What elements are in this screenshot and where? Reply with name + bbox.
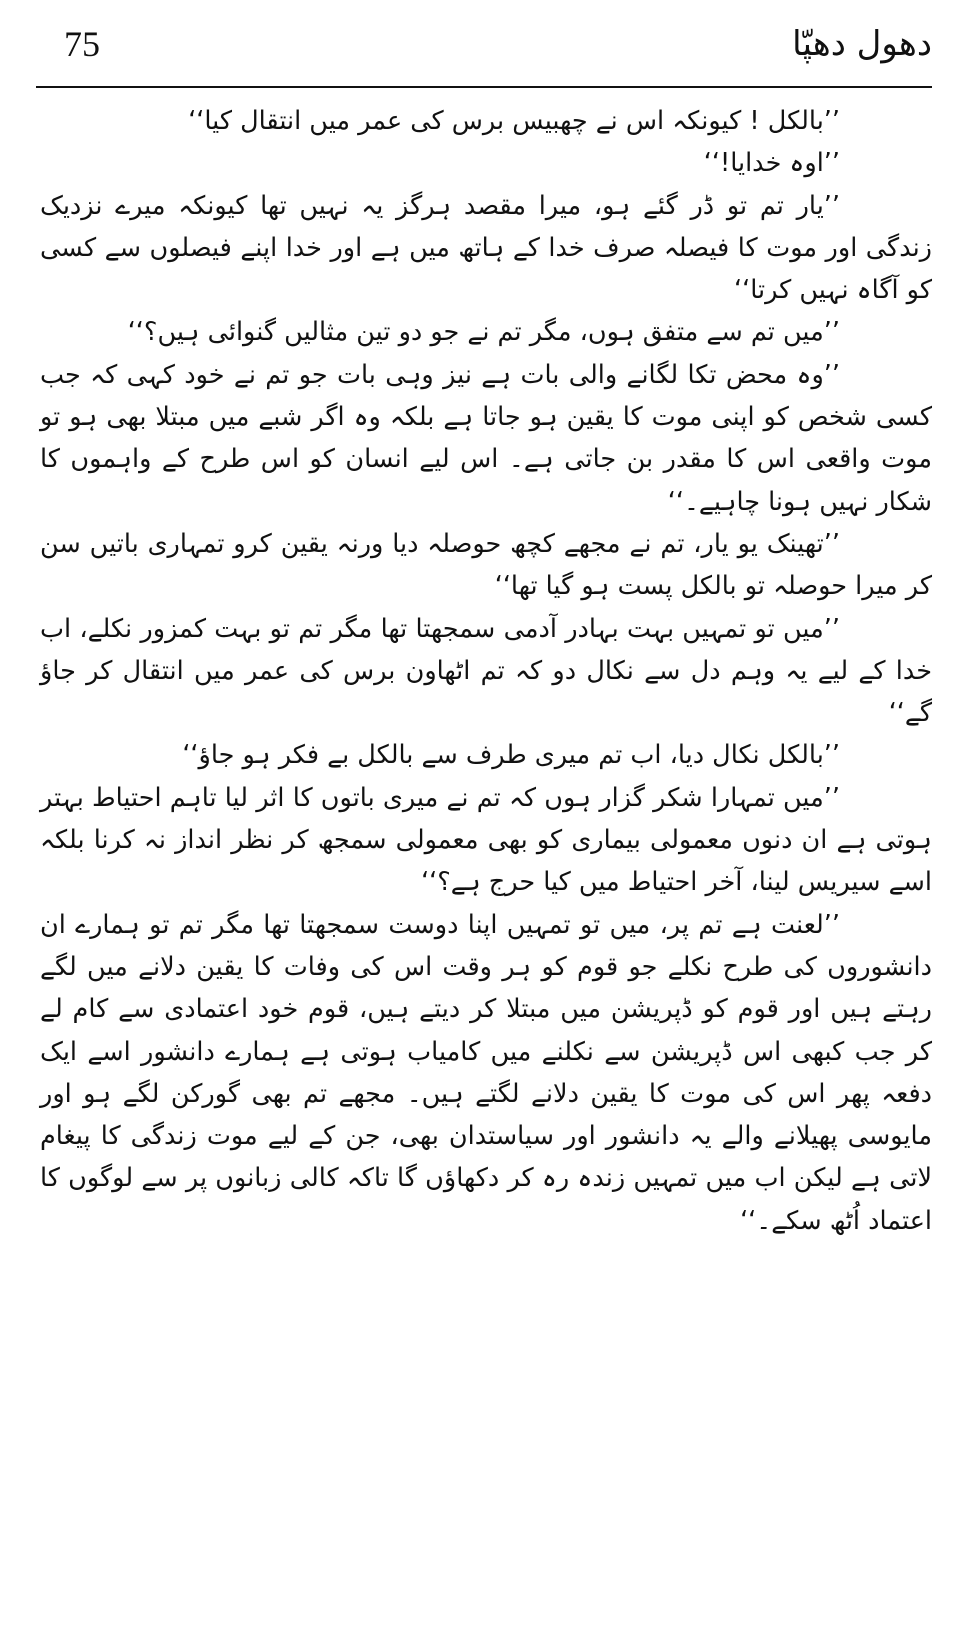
paragraph: ’’لعنت ہے تم پر، میں تو تمہیں اپنا دوست سمجھتا تھا مگر تم تو ہمارے ان دانشوروں کی طرح نکلے جو قوم کو ہر وقت اس کی وفات کا یقین دلانے میں لگے رہتے ہیں اور قوم کو ڈپریشن میں مبتلا کر دیتے ہیں، قوم خود اعتمادی سے کام لے کر جب کبھی اس ڈپریشن سے نکلنے میں کامیاب ہوتی ہے ہمارے دانشور اسے ایک دفعہ پھر اس کی موت کا یقین دلانے لگتے ہیں۔ مجھے تم بھی گورکن لگے ہو اور مایوسی پھیلانے والے یہ دانشور اور سیاستدان بھی، جن کے لیے موت زندگی کا پیغام لاتی ہے لیکن اب میں تمہیں زندہ رہ کر دکھاؤں گا تاکہ کالی زبانوں پر سے لوگوں کا اعتماد اُٹھ سکے۔‘‘ bbox=[40, 909, 932, 1236]
paragraph: ’’میں تو تمہیں بہت بہادر آدمی سمجھتا تھا مگر تم تو بہت کمزور نکلے، اب خدا کے لیے یہ وہم دل سے نکال دو کہ تم اٹھاون برس کی عمر میں انتقال کر جاؤ گے‘‘ bbox=[40, 613, 932, 729]
paragraph: ’’یار تم تو ڈر گئے ہو، میرا مقصد ہرگز یہ نہیں تھا کیونکہ میرے نزدیک زندگی اور موت کا فیصلہ صرف خدا کے ہاتھ میں ہے اور خدا اپنے فیصلوں سے کسی کو آگاہ نہیں کرتا‘‘ bbox=[40, 190, 932, 306]
paragraph: ’’اوہ خدایا!‘‘ bbox=[703, 148, 840, 179]
paragraph: ’’میں تمہارا شکر گزار ہوں کہ تم نے میری باتوں کا اثر لیا تاہم احتیاط بہتر ہوتی ہے ان دنوں معمولی بیماری کو بھی معمولی سمجھ کر نظر انداز نہ کرنا بلکہ اسے سیریس لینا، آخر احتیاط میں کیا حرج ہے؟‘‘ bbox=[40, 782, 932, 898]
paragraph: ’’تھینک یو یار، تم نے مجھے کچھ حوصلہ دیا ورنہ یقین کرو تمہاری باتیں سن کر میرا حوصلہ تو بالکل پست ہو گیا تھا‘‘ bbox=[40, 528, 932, 602]
book-title: دھول دھپّا bbox=[792, 24, 932, 64]
page-body bbox=[40, 100, 932, 1242]
paragraph: ’’بالکل ! کیونکہ اس نے چھبیس برس کی عمر میں انتقال کیا‘‘ bbox=[188, 106, 840, 136]
paragraph: ’’بالکل نکال دیا، اب تم میری طرف سے بالکل بے فکر ہو جاؤ‘‘ bbox=[182, 740, 840, 771]
paragraph: ’’میں تم سے متفق ہوں، مگر تم نے جو دو تین مثالیں گنوائی ہیں؟‘‘ bbox=[127, 317, 840, 348]
paragraph: ’’وہ محض تکا لگانے والی بات ہے نیز وہی بات جو تم نے خود کہی کہ جب کسی شخص کو اپنی موت کا یقین ہو جاتا ہے بلکہ وہ اگر شبے میں مبتلا بھی ہو تو موت واقعی اس کا مقدر بن جاتی ہے۔ اس لیے انسان کو اس طرح کے واہموں کا شکار نہیں ہونا چاہیے۔‘‘ bbox=[40, 359, 932, 517]
header-divider bbox=[36, 86, 932, 88]
page-header bbox=[0, 0, 968, 95]
page-number: 75 bbox=[64, 24, 100, 64]
